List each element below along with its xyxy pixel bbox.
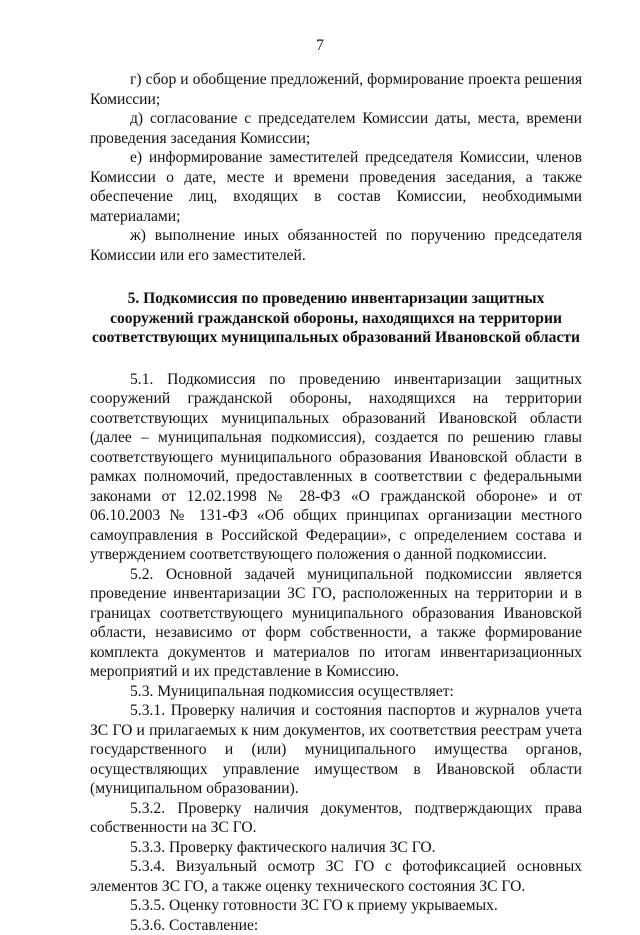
paragraph-item-zh: ж) выполнение иных обязанностей по поручению председателя Комиссии или его заместителей.: [90, 226, 582, 265]
paragraph-5-3-2: 5.3.2. Проверку наличия документов, подтверждающих права собственности на ЗС ГО.: [90, 799, 582, 838]
paragraph-5-1: 5.1. Подкомиссия по проведению инвентаризации защитных сооружений гражданской обороны, находящихся на территории соответствующих муниципальных образований Ивановской области (далее – муниципальная подкомиссия), создается по решению главы соответствующего муниципального образования Ивановской области в рамках полномочий, предоставленных в соответствии с федеральными законами от 12.02.1998 № 28-ФЗ «О гражданской обороне» и от 06.10.2003 № 131-ФЗ «Об общих принципах организации местного самоуправления в Российской Федерации», с определением состава и утверждением соответствующего положения о данной подкомиссии.: [90, 370, 582, 565]
paragraph-5-3-6: 5.3.6. Составление:: [90, 916, 582, 935]
paragraph-5-3-1: 5.3.1. Проверку наличия и состояния паспортов и журналов учета ЗС ГО и прилагаемых к ним документов, их соответствия реестрам учета государственного и (или) муниципального имущества органов, осуществляющих управление имуществом в Ивановской области (муниципальном образовании).: [90, 701, 582, 799]
paragraph-item-e: е) информирование заместителей председателя Комиссии, членов Комиссии о дате, месте и времени проведения заседания, а также обеспечение лиц, входящих в состав Комиссии, необходимыми материалами;: [90, 148, 582, 226]
paragraph-5-3: 5.3. Муниципальная подкомиссия осуществляет:: [90, 682, 582, 702]
paragraph-5-3-5: 5.3.5. Оценку готовности ЗС ГО к приему укрываемых.: [90, 896, 582, 916]
document-body: [90, 70, 582, 935]
section-heading: [90, 289, 582, 348]
section-heading-line: 5. Подкомиссия по проведению инвентаризации защитных: [90, 289, 582, 309]
page-number: 7: [0, 36, 640, 56]
section-heading-line: соответствующих муниципальных образований Ивановской области: [90, 328, 582, 348]
paragraph-5-3-3: 5.3.3. Проверку фактического наличия ЗС ГО.: [90, 838, 582, 858]
section-heading-line: сооружений гражданской обороны, находящихся на территории: [90, 309, 582, 329]
paragraph-item-d: д) согласование с председателем Комиссии даты, места, времени проведения заседания Комиссии;: [90, 109, 582, 148]
paragraph-item-g: г) сбор и обобщение предложений, формирование проекта решения Комиссии;: [90, 70, 582, 109]
paragraph-5-3-4: 5.3.4. Визуальный осмотр ЗС ГО с фотофиксацией основных элементов ЗС ГО, а также оценку технического состояния ЗС ГО.: [90, 857, 582, 896]
paragraph-5-2: 5.2. Основной задачей муниципальной подкомиссии является проведение инвентаризации ЗС ГО, расположенных на территории и в границах соответствующего муниципального образования Ивановской области, независимо от форм собственности, а также формирование комплекта документов и материалов по итогам инвентаризационных мероприятий и их представление в Комиссию.: [90, 565, 582, 682]
